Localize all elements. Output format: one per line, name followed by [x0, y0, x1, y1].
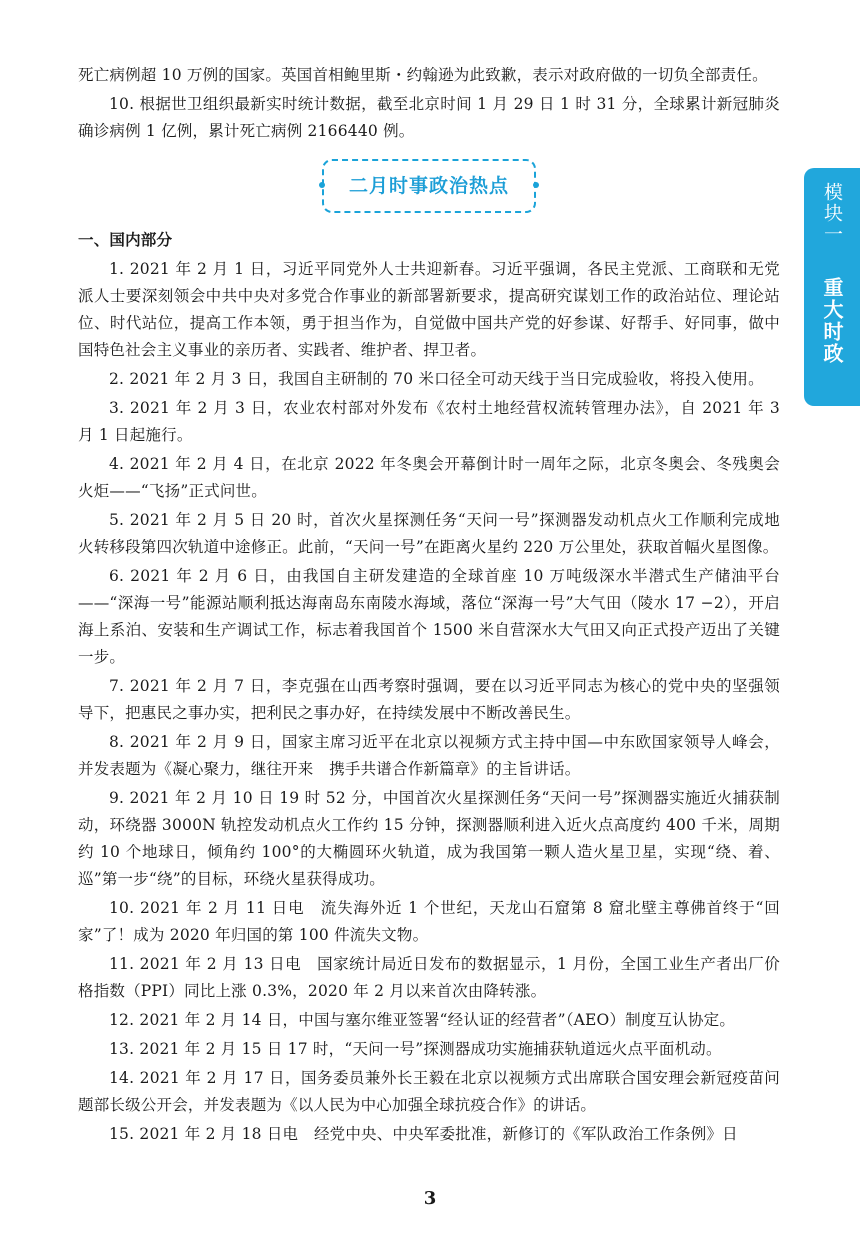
news-item: 8. 2021 年 2 月 9 日，国家主席习近平在北京以视频方式主持中国—中东欧国家领导人峰会，并发表题为《凝心聚力，继往开来 携手共谱合作新篇章》的主旨讲话。	[78, 733, 780, 778]
news-item: 5. 2021 年 2 月 5 日 20 时，首次火星探测任务“天问一号”探测器发动机点火工作顺利完成地火转移段第四次轨道中途修正。此前，“天问一号”在距离火星约 220 万公里处，获取首幅火星图像。	[78, 511, 780, 556]
module-label: 模块一	[821, 182, 843, 245]
paragraph-item-10: 10. 根据世卫组织最新实时统计数据，截至北京时间 1 月 29 日 1 时 31 分，全球累计新冠肺炎确诊病例 1 亿例，累计死亡病例 2166440 例。	[78, 95, 780, 140]
news-item: 2. 2021 年 2 月 3 日，我国自主研制的 70 米口径全可动天线于当日完成验收，将投入使用。	[109, 370, 764, 388]
news-item: 13. 2021 年 2 月 15 日 17 时，“天问一号”探测器成功实施捕获轨道远火点平面机动。	[109, 1040, 722, 1058]
news-item: 11. 2021 年 2 月 13 日电 国家统计局近日发布的数据显示，1 月份，全国工业生产者出厂价格指数（PPI）同比上涨 0.3%，2020 年 2 月以来首次由降转涨。	[78, 955, 780, 1000]
continued-paragraph: 死亡病例超 10 万例的国家。英国首相鲍里斯・约翰逊为此致歉，表示对政府做的一切负全部责任。	[78, 66, 768, 84]
news-item: 15. 2021 年 2 月 18 日电 经党中央、中央军委批准，新修订的《军队政治工作条例》日	[109, 1125, 738, 1143]
news-item: 12. 2021 年 2 月 14 日，中国与塞尔维亚签署“经认证的经营者”（AEO）制度互认协定。	[109, 1011, 736, 1029]
page-number: 3	[423, 1188, 437, 1209]
news-item: 9. 2021 年 2 月 10 日 19 时 52 分，中国首次火星探测任务“天问一号”探测器实施近火捕获制动，环绕器 3000N 轨控发动机点火工作约 15 分钟，探测器顺利进入近火点高度约 400 千米，周期约 10 个地球日，倾角约 100°的大椭圆环火轨道，成为我国第一颗人造火星卫星，实现“绕、着、巡”第一步“绕”的目标，环绕火星获得成功。	[78, 789, 780, 888]
news-item: 1. 2021 年 2 月 1 日，习近平同党外人士共迎新春。习近平强调，各民主党派、工商联和无党派人士要深刻领会中共中央对多党合作事业的新部署新要求，提高研究谋划工作的政治站位、理论站位、时代站位，提高工作本领，勇于担当作为，自觉做中国共产党的好参谋、好帮手、好同事，做中国特色社会主义事业的亲历者、实践者、维护者、捍卫者。	[78, 260, 780, 359]
section-title: 二月时事政治热点	[348, 174, 509, 197]
news-item: 14. 2021 年 2 月 17 日，国务委员兼外长王毅在北京以视频方式出席联合国安理会新冠疫苗问题部长级公开会，并发表题为《以人民为中心加强全球抗疫合作》的讲话。	[78, 1069, 780, 1114]
news-item: 4. 2021 年 2 月 4 日，在北京 2022 年冬奥会开幕倒计时一周年之际，北京冬奥会、冬残奥会火炬——“飞扬”正式问世。	[78, 455, 780, 500]
module-side-tab	[804, 168, 860, 406]
topic-label: 重大时政	[820, 277, 844, 365]
domestic-heading: 一、国内部分	[78, 231, 173, 249]
section-title-box	[322, 159, 536, 213]
page-body	[78, 62, 780, 1150]
news-item: 10. 2021 年 2 月 11 日电 流失海外近 1 个世纪，天龙山石窟第 8 窟北壁主尊佛首终于“回家”了！成为 2020 年归国的第 100 件流失文物。	[78, 899, 780, 944]
news-item: 7. 2021 年 2 月 7 日，李克强在山西考察时强调，要在以习近平同志为核心的党中央的坚强领导下，把惠民之事办实，把利民之事办好，在持续发展中不断改善民生。	[78, 677, 780, 722]
news-item: 3. 2021 年 2 月 3 日，农业农村部对外发布《农村土地经营权流转管理办法》，自 2021 年 3 月 1 日起施行。	[78, 399, 780, 444]
section-title-wrapper	[78, 159, 780, 213]
news-item: 6. 2021 年 2 月 6 日，由我国自主研发建造的全球首座 10 万吨级深水半潜式生产储油平台——“深海一号”能源站顺利抵达海南岛东南陵水海域，落位“深海一号”大气田（陵水 17 −2），开启海上系泊、安装和生产调试工作，标志着我国首个 1500 米自营深水大气田又向正式投产迈出了关键一步。	[78, 567, 780, 666]
